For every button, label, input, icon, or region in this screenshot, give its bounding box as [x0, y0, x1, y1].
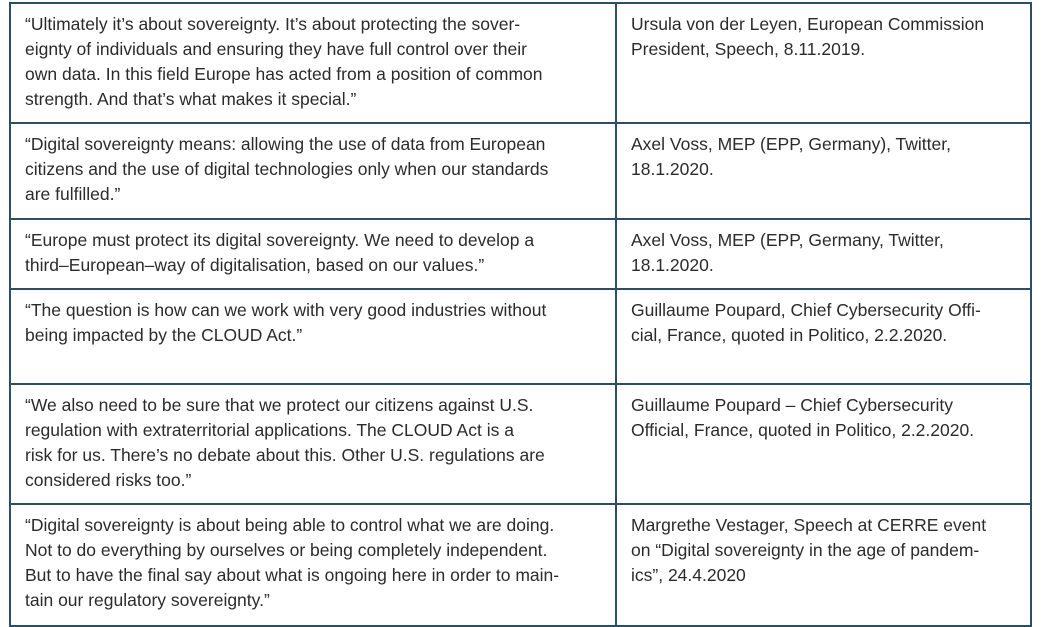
quote-text: “Digital sovereignty means: allowing the use of data from European citizens and the use of digital technologies only when our standards are fulfilled.”	[25, 134, 549, 204]
table-row	[10, 289, 1031, 384]
quotes-table	[9, 2, 1032, 627]
quote-text: “Ultimately it’s about sovereignty. It’s about protecting the sover- eignty of individuals and ensuring they have full control over their own data. In this field Europe has acted from a position of common strength. And that’s what makes it special.”	[25, 14, 543, 109]
table-row	[10, 3, 1031, 123]
quote-cell	[10, 384, 616, 504]
table-row	[10, 123, 1031, 219]
quote-cell	[10, 123, 616, 219]
source-cell	[616, 384, 1031, 504]
quote-cell	[10, 504, 616, 626]
quote-text: “We also need to be sure that we protect our citizens against U.S. regulation with extraterritorial applications. The CLOUD Act is a risk for us. There’s no debate about this. Other U.S. regulations are considered risks too.”	[25, 395, 545, 490]
source-cell	[616, 219, 1031, 289]
source-cell	[616, 123, 1031, 219]
source-text: Guillaume Poupard, Chief Cybersecurity Offi- cial, France, quoted in Politico, 2.2.2020.	[631, 300, 981, 345]
source-text: Axel Voss, MEP (EPP, Germany, Twitter, 18.1.2020.	[631, 230, 944, 275]
table-row	[10, 504, 1031, 626]
quote-text: “Digital sovereignty is about being able to control what we are doing. Not to do everything by ourselves or being completely independent. But to have the final say about what is ongoing here in order to main- tain our regulatory sovereignty.”	[25, 515, 560, 610]
table-row	[10, 219, 1031, 289]
quote-cell	[10, 219, 616, 289]
source-text: Axel Voss, MEP (EPP, Germany), Twitter, 18.1.2020.	[631, 134, 951, 179]
source-cell	[616, 504, 1031, 626]
quote-text: “The question is how can we work with very good industries without being impacted by the CLOUD Act.”	[25, 300, 547, 345]
table-row	[10, 384, 1031, 504]
source-text: Ursula von der Leyen, European Commission President, Speech, 8.11.2019.	[631, 14, 985, 59]
source-text: Margrethe Vestager, Speech at CERRE event on “Digital sovereignty in the age of pandem- ics”, 24.4.2020	[631, 515, 987, 585]
source-cell	[616, 289, 1031, 384]
quote-cell	[10, 3, 616, 123]
quote-cell	[10, 289, 616, 384]
quote-text: “Europe must protect its digital sovereignty. We need to develop a third–European–way of digitalisation, based on our values.”	[25, 230, 535, 275]
source-cell	[616, 3, 1031, 123]
source-text: Guillaume Poupard – Chief Cybersecurity Official, France, quoted in Politico, 2.2.2020.	[631, 395, 975, 440]
